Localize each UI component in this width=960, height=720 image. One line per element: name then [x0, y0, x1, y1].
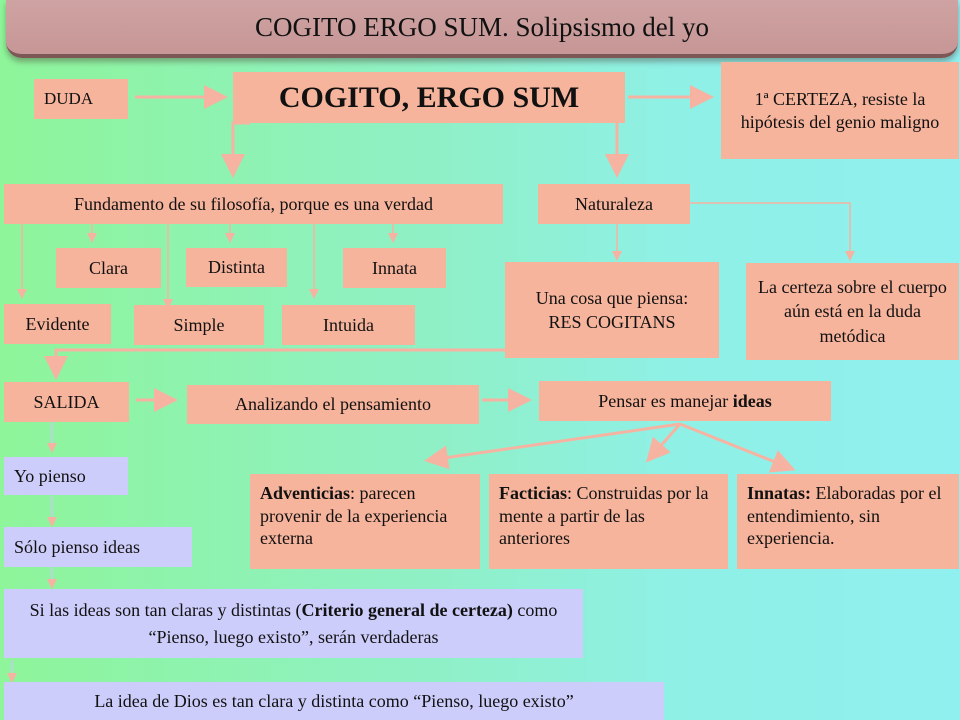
node-innata — [343, 248, 446, 288]
node-simple-label: Simple — [173, 314, 225, 335]
node-clara-label: Clara — [89, 257, 128, 278]
node-criterio-label: Si las ideas son tan claras y distintas (Criterio general de certeza) como “Pienso, luego existo”, serán verdaderas — [29, 600, 558, 647]
node-innatas-label: Innatas: Elaboradas por el entendimiento, sin experiencia. — [747, 483, 942, 548]
node-innata-label: Innata — [372, 257, 417, 278]
node-clara — [56, 248, 161, 288]
node-analizando — [187, 385, 479, 424]
node-intuida — [282, 305, 415, 345]
node-innatas — [737, 474, 959, 569]
node-distinta-label: Distinta — [208, 257, 265, 278]
page-title: COGITO ERGO SUM. Solipsismo del yo — [254, 11, 710, 42]
node-intuida-label: Intuida — [323, 314, 374, 335]
node-salida-label: SALIDA — [33, 391, 100, 412]
node-fundamento-label: Fundamento de su filosofía, porque es una verdad — [74, 193, 433, 214]
node-pensar-label: Pensar es manejar ideas — [598, 390, 772, 411]
node-distinta — [186, 248, 287, 287]
node-salida — [4, 382, 129, 422]
node-cuerpo-label: La certeza sobre el cuerpo aún está en la duda metódica — [758, 277, 947, 346]
node-naturaleza-label: Naturaleza — [575, 193, 653, 214]
node-certeza — [721, 62, 959, 159]
node-yo-pienso — [4, 457, 128, 495]
node-evidente — [4, 304, 111, 344]
node-evidente-label: Evidente — [25, 313, 90, 334]
node-solo-pienso — [4, 527, 192, 567]
node-adventicias-label: Adventicias: parecen provenir de la experiencia externa — [260, 483, 448, 548]
node-res-cogitans-label: Una cosa que piensa: RES COGITANS — [535, 287, 689, 332]
node-duda-label: DUDA — [44, 89, 94, 109]
node-cogito — [233, 72, 625, 123]
node-simple — [134, 305, 264, 345]
node-cogito-label: COGITO, ERGO SUM — [278, 80, 580, 114]
node-analizando-label: Analizando el pensamiento — [235, 394, 431, 415]
node-facticias-label: Facticias: Construidas por la mente a partir de las anteriores — [499, 483, 709, 548]
title-banner — [6, 0, 958, 58]
node-dios — [4, 682, 664, 720]
node-pensar — [539, 381, 831, 421]
node-solo-pienso-label: Sólo pienso ideas — [14, 536, 140, 557]
node-naturaleza — [538, 184, 690, 224]
node-duda — [34, 79, 128, 119]
node-fundamento — [4, 184, 503, 224]
node-adventicias — [250, 474, 480, 569]
node-res-cogitans — [505, 262, 719, 358]
node-facticias — [489, 474, 728, 569]
node-yo-pienso-label: Yo pienso — [14, 465, 86, 486]
node-cuerpo — [746, 263, 959, 360]
node-criterio — [4, 589, 583, 658]
node-certeza-label: 1ª CERTEZA, resiste la hipótesis del genio maligno — [740, 89, 940, 132]
node-dios-label: La idea de Dios es tan clara y distinta como “Pienso, luego existo” — [94, 690, 574, 711]
